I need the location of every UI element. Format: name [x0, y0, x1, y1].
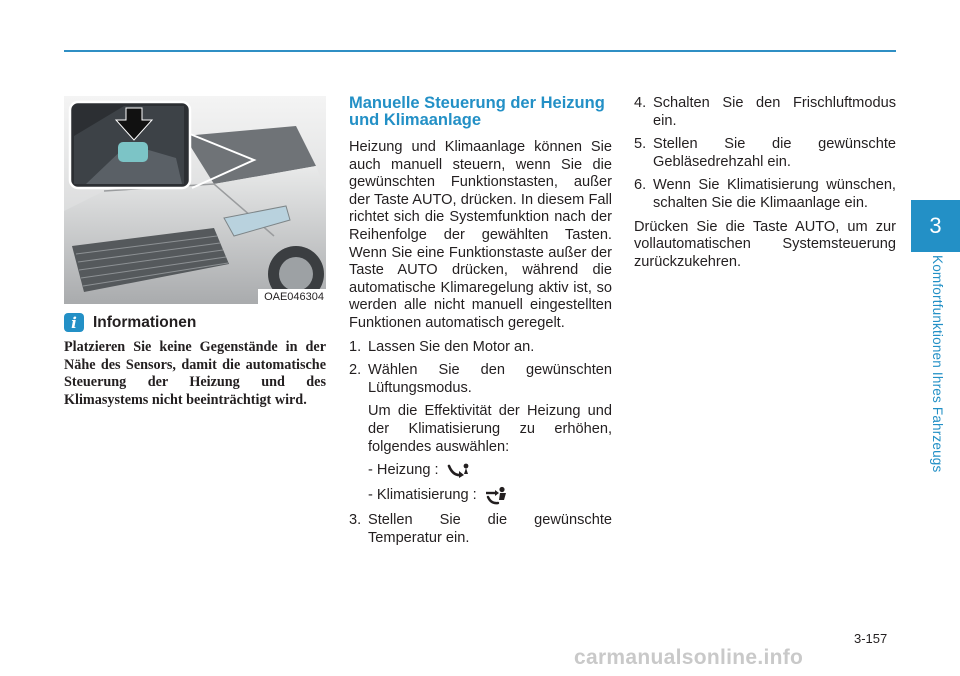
list-item — [349, 339, 612, 357]
floor-airflow-icon — [445, 462, 471, 480]
cooling-label: - Klimatisierung : — [368, 487, 477, 504]
car-front-illustration — [64, 96, 326, 304]
cooling-option — [368, 486, 612, 506]
step2-note: Um die Effektivität der Heizung und der Klimatisierung zu erhöhen, folgendes auswählen: — [368, 403, 612, 455]
face-floor-airflow-icon — [483, 486, 509, 506]
heating-label: - Heizung : — [368, 462, 439, 479]
step-number: 6. — [634, 177, 647, 194]
info-title: Informationen — [93, 313, 197, 331]
page-number: 3-157 — [854, 631, 888, 646]
chapter-number: 3 — [929, 213, 942, 238]
step-text: Wenn Sie Klimatisierung wünschen, schalten Sie die Klimaanlage ein. — [653, 177, 896, 211]
chapter-tab — [911, 200, 960, 252]
step-number: 3. — [349, 512, 362, 529]
step-number: 5. — [634, 136, 647, 153]
outro-paragraph: Drücken Sie die Taste AUTO, um zur vollautomatischen Systemsteuerung zurückzukehren. — [634, 218, 896, 270]
header-rule — [64, 50, 896, 52]
step-text: Stellen Sie die gewünschte Gebläsedrehzahl ein. — [653, 136, 896, 170]
step-text: Lassen Sie den Motor an. — [368, 338, 535, 355]
sensor-location-figure — [64, 96, 326, 304]
info-heading — [64, 313, 196, 332]
step-number: 4. — [634, 95, 647, 111]
step-text: Stellen Sie die gewünschte Temperatur ein. — [368, 512, 612, 546]
chapter-title: Komfortfunktionen Ihres Fahrzeugs — [930, 255, 945, 473]
step-text: Schalten Sie den Frischluftmodus ein. — [653, 95, 896, 129]
list-item — [349, 512, 612, 547]
list-item — [634, 95, 896, 130]
figure-label: OAE046304 — [258, 289, 326, 304]
step-number: 1. — [349, 338, 362, 355]
list-item — [634, 136, 896, 171]
list-item — [349, 362, 612, 397]
intro-paragraph: Heizung und Klimaanlage können Sie auch manuell steuern, wenn Sie die gewünschten Funktionstasten, außer der Taste AUTO, drücken. In diesem Fall richtet sich die Systemfunktion nach der Reihenfolge der gewählten Tasten. Wenn Sie eine Funktionstaste außer der Taste AUTO drücken, während die automatische Klimaregelung aktiv ist, so werden alle nicht manuell eingestellten Funktionen automatisch geregelt. — [349, 139, 612, 331]
section-title: Manuelle Steuerung der Heizung und Klimaanlage — [349, 94, 605, 129]
step-number: 2. — [349, 362, 362, 379]
step-text: Wählen Sie den gewünschten Lüftungsmodus. — [368, 362, 612, 396]
info-text: Platzieren Sie keine Gegenstände in der Nähe des Sensors, damit die automatische Steuerung der Heizung und des Klimasystems nicht beeinträchtigt wird. — [64, 339, 326, 408]
content-column-2 — [349, 95, 612, 553]
list-item — [634, 177, 896, 212]
content-column-3 — [634, 95, 896, 277]
heating-option — [368, 462, 612, 480]
info-icon: i — [64, 313, 84, 332]
watermark: carmanualsonline.info — [574, 646, 804, 669]
